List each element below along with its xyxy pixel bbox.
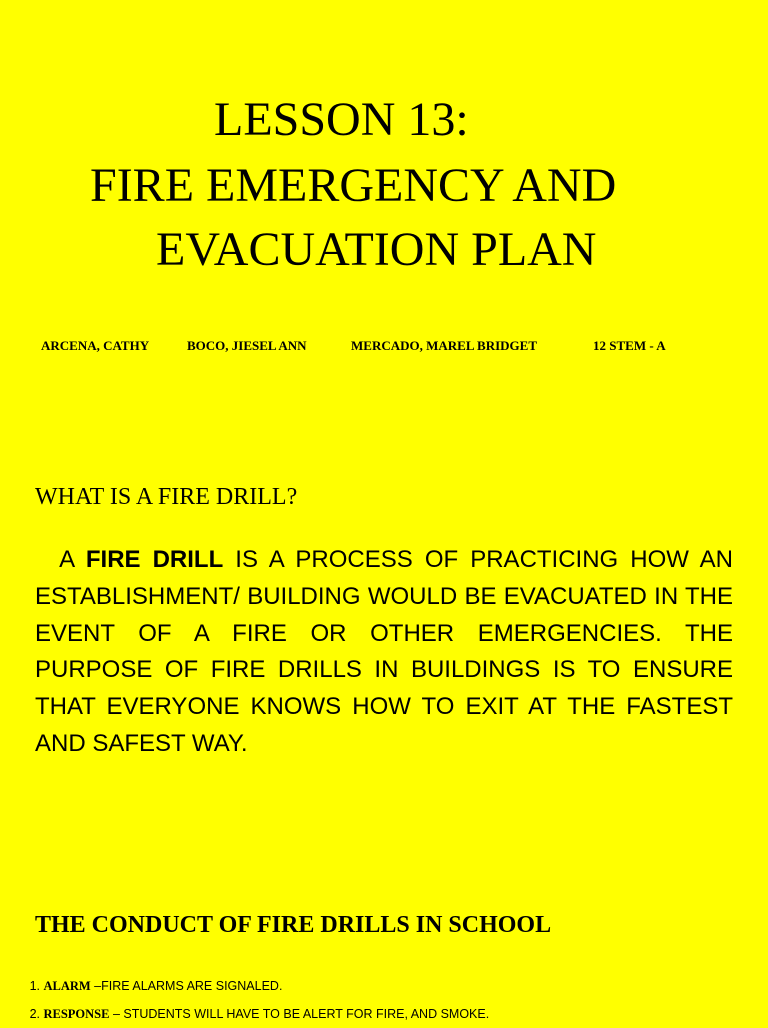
list-number: 2.	[29, 1007, 40, 1021]
question-heading: WHAT IS A FIRE DRILL?	[35, 484, 298, 510]
title-line-1: LESSON 13:	[214, 93, 469, 146]
step-text: –FIRE ALARMS ARE SIGNALED.	[90, 979, 283, 993]
section-label: 12 STEM - A	[593, 338, 666, 353]
title-line-2: FIRE EMERGENCY AND	[90, 159, 617, 212]
author-name: MERCADO, MAREL BRIDGET	[351, 338, 537, 353]
definition-term: FIRE DRILL	[85, 546, 224, 573]
section-heading: THE CONDUCT OF FIRE DRILLS IN SCHOOL	[35, 912, 552, 938]
step-text: – STUDENTS WILL HAVE TO BE ALERT FOR FIRE, AND SMOKE.	[109, 1007, 490, 1021]
list-item	[22, 972, 489, 1000]
author-name: BOCO, JIESEL ANN	[187, 338, 307, 353]
title-line-3: EVACUATION PLAN	[156, 223, 597, 276]
definition-paragraph	[35, 542, 733, 763]
step-term: ALARM	[43, 979, 91, 993]
steps-list	[22, 972, 489, 1028]
step-term: RESPONSE	[43, 1007, 110, 1021]
definition-text: IS A PROCESS OF PRACTICING HOW AN ESTABLISHMENT/ BUILDING WOULD BE EVACUATED IN THE EVENT OF A FIRE OR OTHER EMERGENCIES. THE PURPOSE OF FIRE DRILLS IN BUILDINGS IS TO ENSURE THAT EVERYONE KNOWS HOW TO EXIT AT THE FASTEST AND SAFEST WAY.	[35, 546, 733, 757]
definition-intro: A	[59, 546, 86, 573]
list-number: 1.	[29, 979, 40, 993]
author-name: ARCENA, CATHY	[41, 338, 150, 353]
